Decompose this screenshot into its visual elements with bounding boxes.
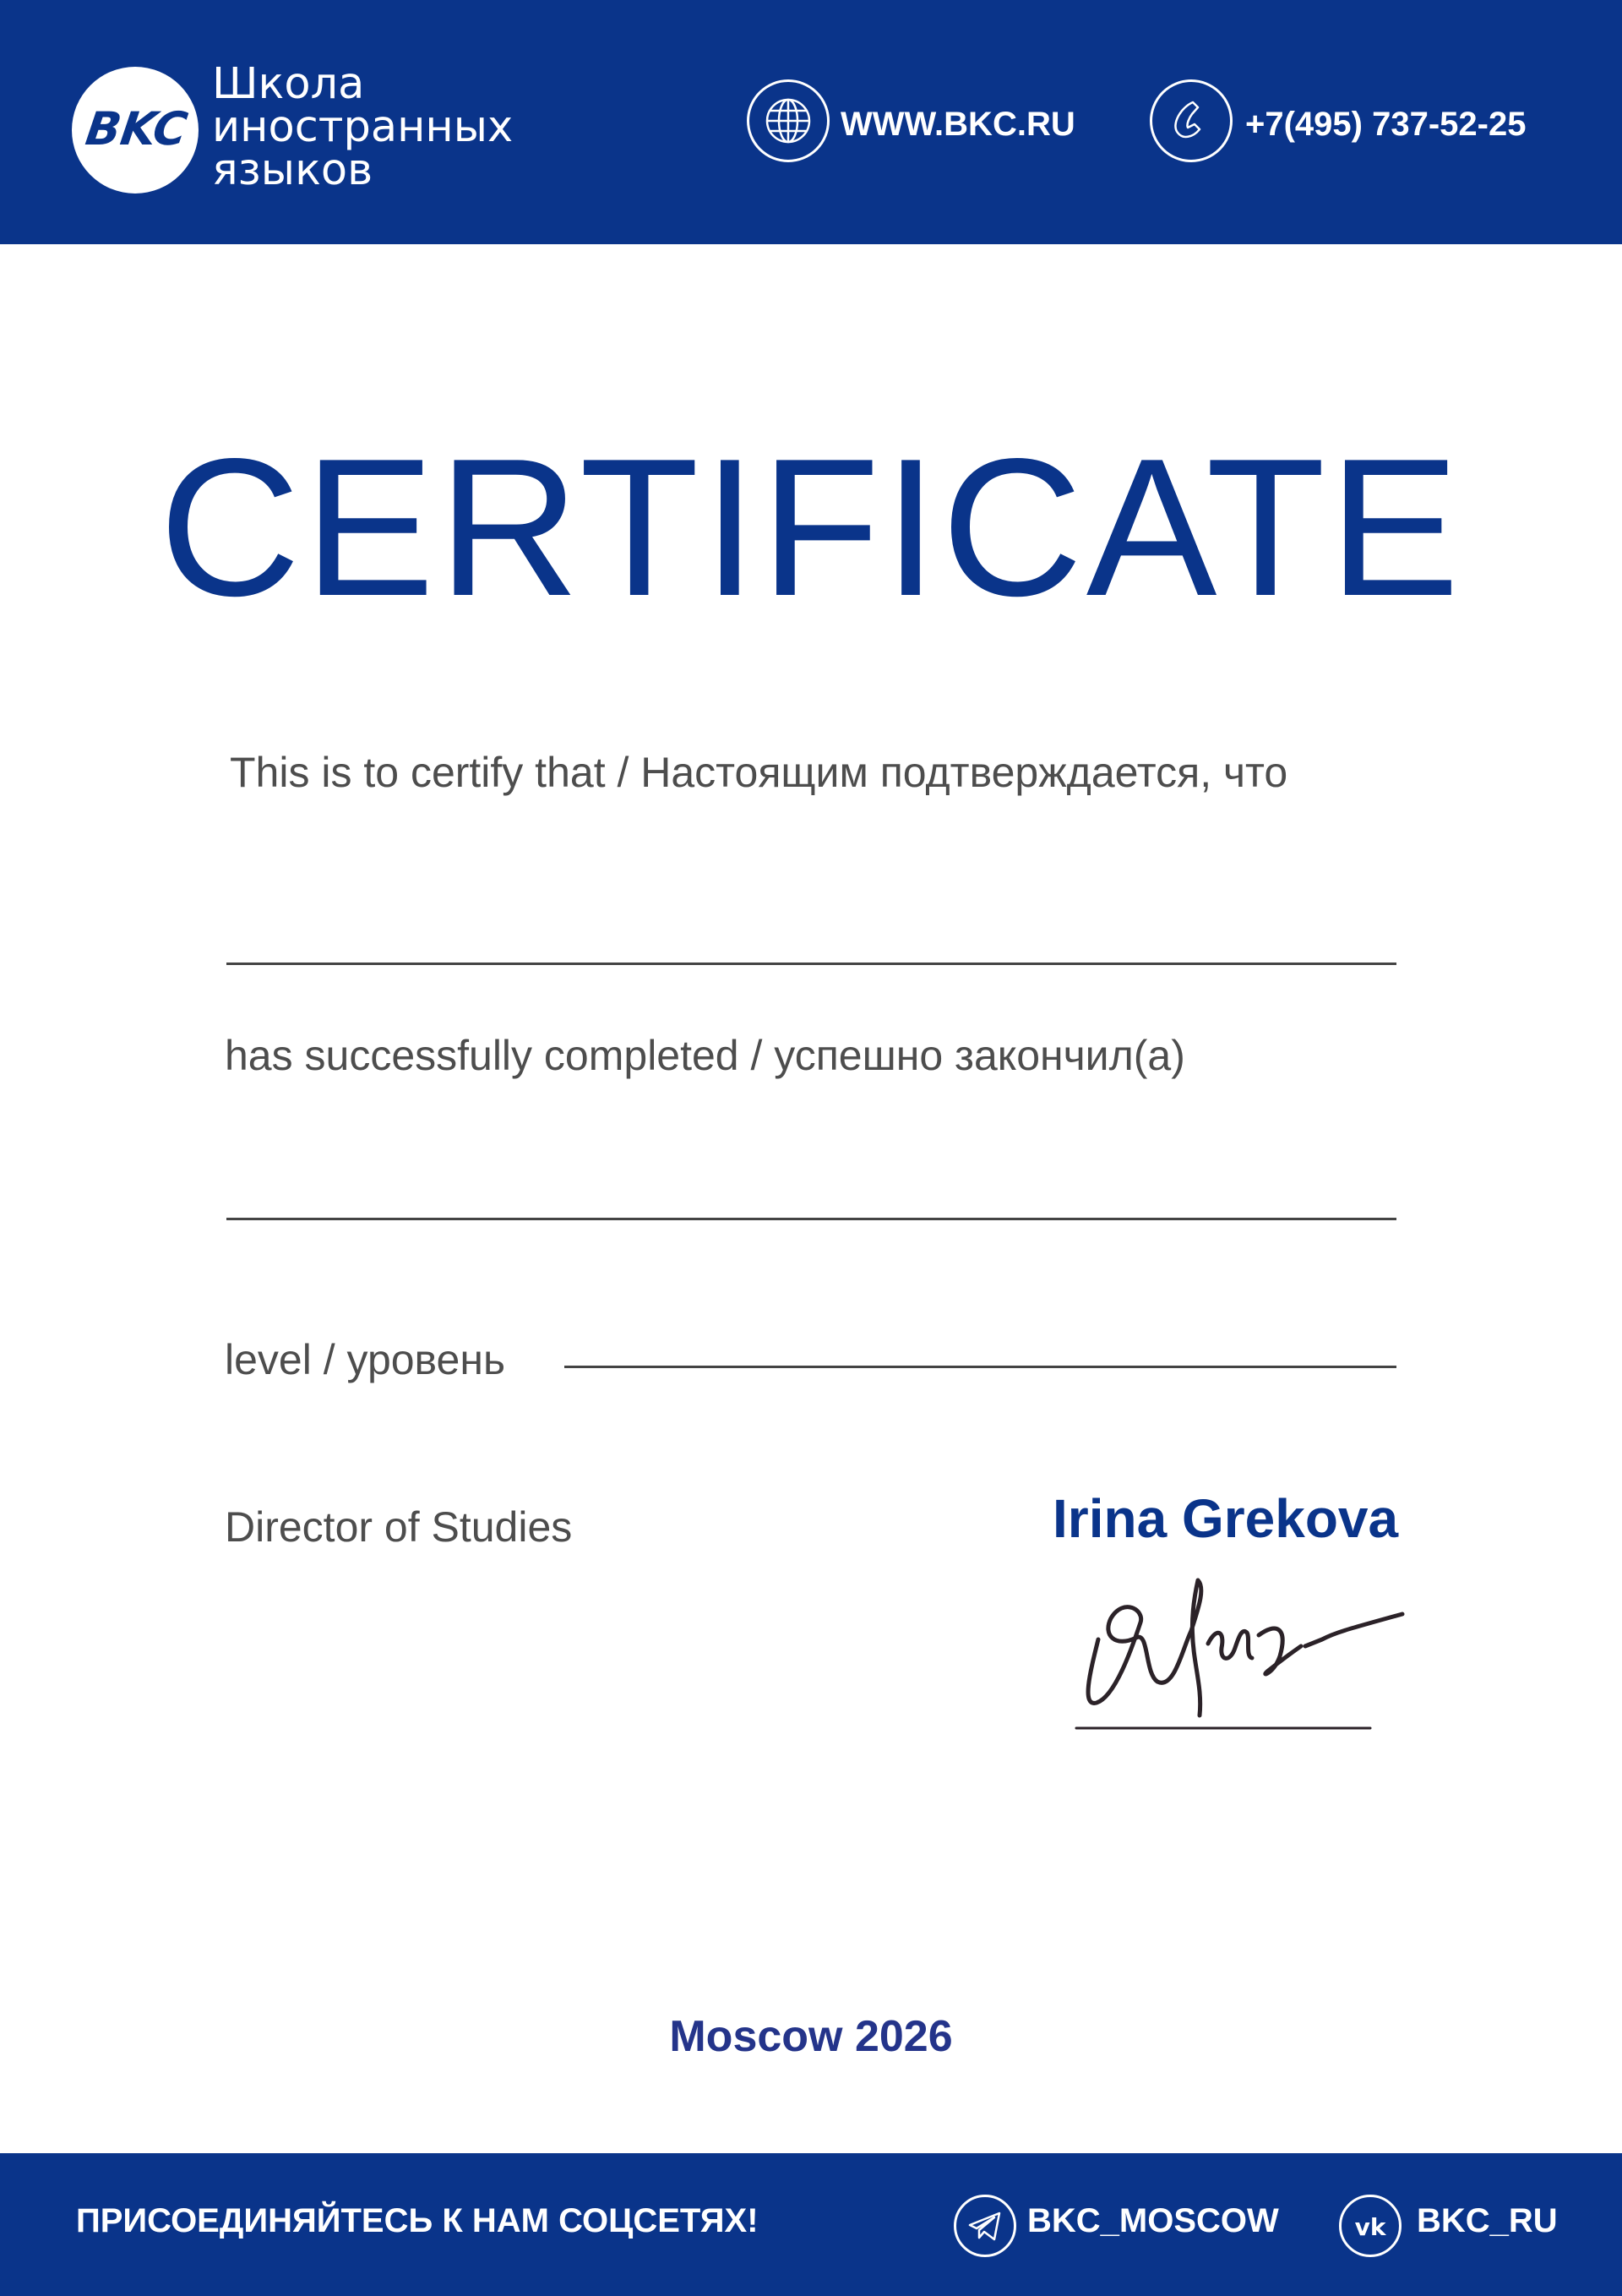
website-link[interactable]: WWW.BKC.RU — [841, 106, 1075, 143]
place-year: Moscow 2026 — [669, 2012, 953, 2061]
phone-number[interactable]: +7(495) 737-52-25 — [1245, 106, 1527, 143]
certificate-title: CERTIFICATE — [159, 418, 1463, 637]
header-bar — [0, 0, 1622, 244]
school-name-line-3: языков — [212, 145, 373, 195]
course-line — [226, 1218, 1396, 1220]
phone-icon — [1150, 79, 1233, 162]
globe-icon — [747, 79, 830, 162]
school-name-line-2: иностранных — [212, 102, 514, 152]
social-cta: ПРИСОЕДИНЯЙТЕСЬ К НАМ СОЦСЕТЯХ! — [76, 2202, 759, 2239]
vk-icon[interactable] — [1339, 2195, 1402, 2257]
completed-text: has successfully completed / успешно закончил(а) — [225, 1032, 1185, 1079]
telegram-icon[interactable] — [954, 2195, 1016, 2257]
certify-text: This is to certify that / Настоящим подтверждается, что — [230, 749, 1288, 796]
director-signature — [1064, 1546, 1419, 1753]
recipient-name-line — [226, 963, 1396, 965]
director-name: Irina Grekova — [1053, 1488, 1399, 1549]
director-label: Director of Studies — [225, 1503, 573, 1551]
vk-handle[interactable]: BKC_RU — [1417, 2202, 1558, 2239]
school-name-line-1: Школа — [212, 59, 365, 109]
svg-text:vk: vk — [1354, 2213, 1386, 2241]
svg-text:BKC: BKC — [82, 102, 191, 155]
school-logo — [72, 67, 199, 194]
footer-bar — [0, 2153, 1622, 2296]
school-name — [212, 59, 514, 195]
telegram-handle[interactable]: BKC_MOSCOW — [1027, 2202, 1279, 2239]
level-line — [564, 1366, 1396, 1368]
level-label: level / уровень — [225, 1336, 506, 1383]
